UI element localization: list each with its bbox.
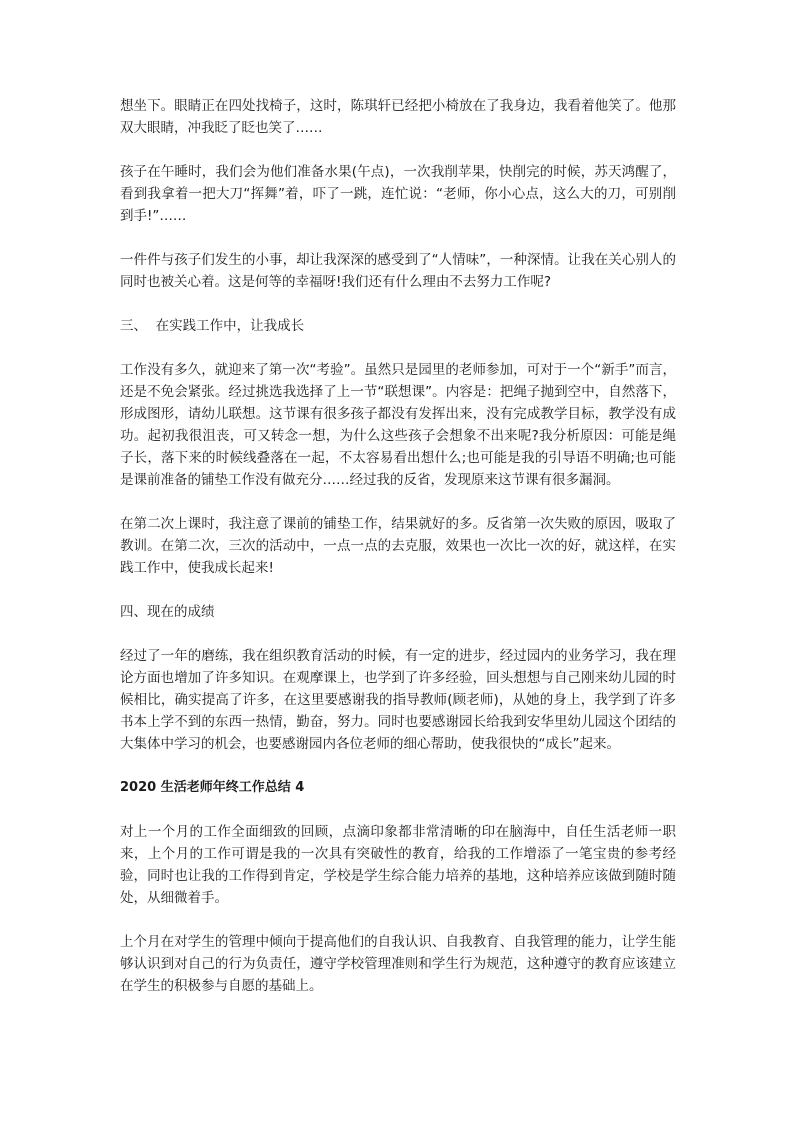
paragraph: 上个月在对学生的管理中倾向于提高他们的自我认识、自我教育、自我管理的能力，让学生能够认识到对自己的行为负责任，遵守学校管理准则和学生行为规范，这种遵守的教育应该建立在学生的积极参与自愿的基础上。 [120,934,676,994]
paragraph: 经过了一年的磨练，我在组织教育活动的时候，有一定的进步，经过园内的业务学习，我在理论方面也增加了许多知识。在观摩课上，也学到了许多经验，回头想想与自己刚来幼儿园的时候相比，确实提高了许多，在这里要感谢我的指导教师(顾老师)，从她的身上，我学到了许多书本上学不到的东西一热情，勤奋，努力。同时也要感谢园长给我到安华里幼儿园这个团结的大集体中学习的机会，也要感谢园内各位老师的细心帮助，使我很快的“成长”起来。 [120,648,676,752]
document-subtitle: 2020 生活老师年终工作总结 4 [120,780,305,795]
section-heading: 三、 在实践工作中，让我成长 [120,318,305,334]
paragraph: 孩子在午睡时，我们会为他们准备水果(午点)，一次我削苹果，快削完的时候，苏天鸿醒了，看到我拿着一把大刀“挥舞”着，吓了一跳，连忙说：“老师，你小心点，这么大的刀，可别削到手!”…… [120,164,676,224]
paragraph: 想坐下。眼睛正在四处找椅子，这时，陈琪轩已经把小椅放在了我身边，我看着他笑了。他那双大眼睛，冲我眨了眨也笑了…… [120,98,676,136]
paragraph: 在第二次上课时，我注意了课前的铺垫工作，结果就好的多。反省第一次失败的原因，吸取了教训。在第二次，三次的活动中，一点一点的去克服，效果也一次比一次的好，就这样，在实践工作中，使我成长起来! [120,516,676,576]
paragraph: 对上一个月的工作全面细致的回顾，点滴印象都非常清晰的印在脑海中，自任生活老师一职来，上个月的工作可谓是我的一次具有突破性的教育，给我的工作增添了一笔宝贵的参考经验，同时也让我的工作得到肯定，学校是学生综合能力培养的基地，这种培养应该做到随时随处，从细微着手。 [120,824,676,906]
paragraph: 工作没有多久，就迎来了第一次“考验”。虽然只是园里的老师参加，可对于一个“新手”而言，还是不免会紧张。经过挑选我选择了上一节“联想课”。内容是：把绳子抛到空中，自然落下，形成图形，请幼儿联想。这节课有很多孩子都没有发挥出来，没有完成教学目标，教学没有成功。起初我很沮丧，可又转念一想，为什么这些孩子会想象不出来呢?我分析原因：可能是绳子长，落下来的时候线叠落在一起，不太容易看出想什么;也可能是我的引导语不明确;也可能是课前准备的铺垫工作没有做充分……经过我的反省，发现原来这节课有很多漏洞。 [120,362,676,488]
section-heading: 四、现在的成绩 [120,604,215,620]
paragraph: 一件件与孩子们发生的小事，却让我深深的感受到了“人情味”，一种深情。让我在关心别人的同时也被关心着。这是何等的幸福呀!我们还有什么理由不去努力工作呢? [120,252,676,290]
document-body [120,95,676,1019]
